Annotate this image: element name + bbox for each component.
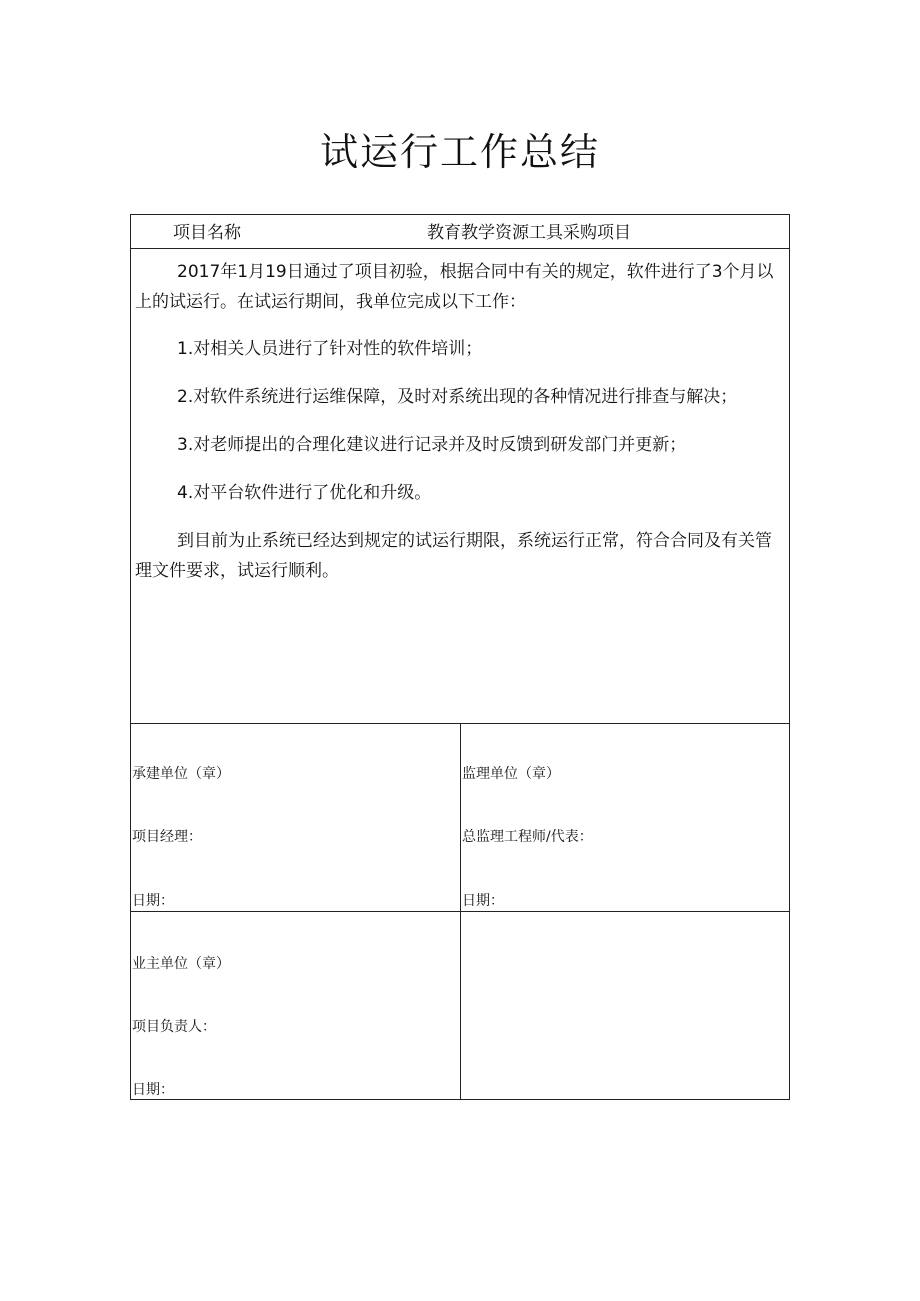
owner-date-label: 日期： — [132, 1082, 174, 1098]
project-name-label: 项目名称 — [173, 223, 241, 243]
supervisor-unit-label: 监理单位（章） — [462, 766, 560, 782]
supervisor-date-label: 日期： — [462, 893, 504, 909]
owner-unit-label: 业主单位（章） — [132, 956, 230, 972]
project-manager-label: 项目经理： — [132, 829, 202, 845]
contractor-unit-label: 承建单位（章） — [132, 766, 230, 782]
intro-paragraph: 2017年1月19日通过了项目初验，根据合同中有关的规定，软件进行了3个月以上的试运行。在试运行期间，我单位完成以下工作： — [135, 262, 774, 312]
project-leader-label: 项目负责人： — [132, 1019, 216, 1035]
document-title: 试运行工作总结 — [319, 130, 600, 174]
summary-table — [130, 214, 790, 1100]
chief-supervisor-label: 总监理工程师/代表： — [462, 829, 593, 845]
work-item-2: 2.对软件系统进行运维保障，及时对系统出现的各种情况进行排查与解决； — [177, 387, 738, 407]
row-divider — [131, 248, 789, 249]
summary-content — [131, 257, 791, 603]
work-item-1: 1.对相关人员进行了针对性的软件培训； — [177, 339, 483, 359]
work-item-4: 4.对平台软件进行了优化和升级。 — [177, 483, 432, 503]
row-divider — [131, 911, 789, 912]
work-item-3: 3.对老师提出的合理化建议进行记录并及时反馈到研发部门并更新； — [177, 435, 687, 455]
conclusion-paragraph: 到目前为止系统已经达到规定的试运行期限，系统运行正常，符合合同及有关管理文件要求，试运行顺利。 — [135, 531, 772, 581]
project-name-value: 教育教学资源工具采购项目 — [427, 223, 631, 243]
contractor-date-label: 日期： — [132, 893, 174, 909]
